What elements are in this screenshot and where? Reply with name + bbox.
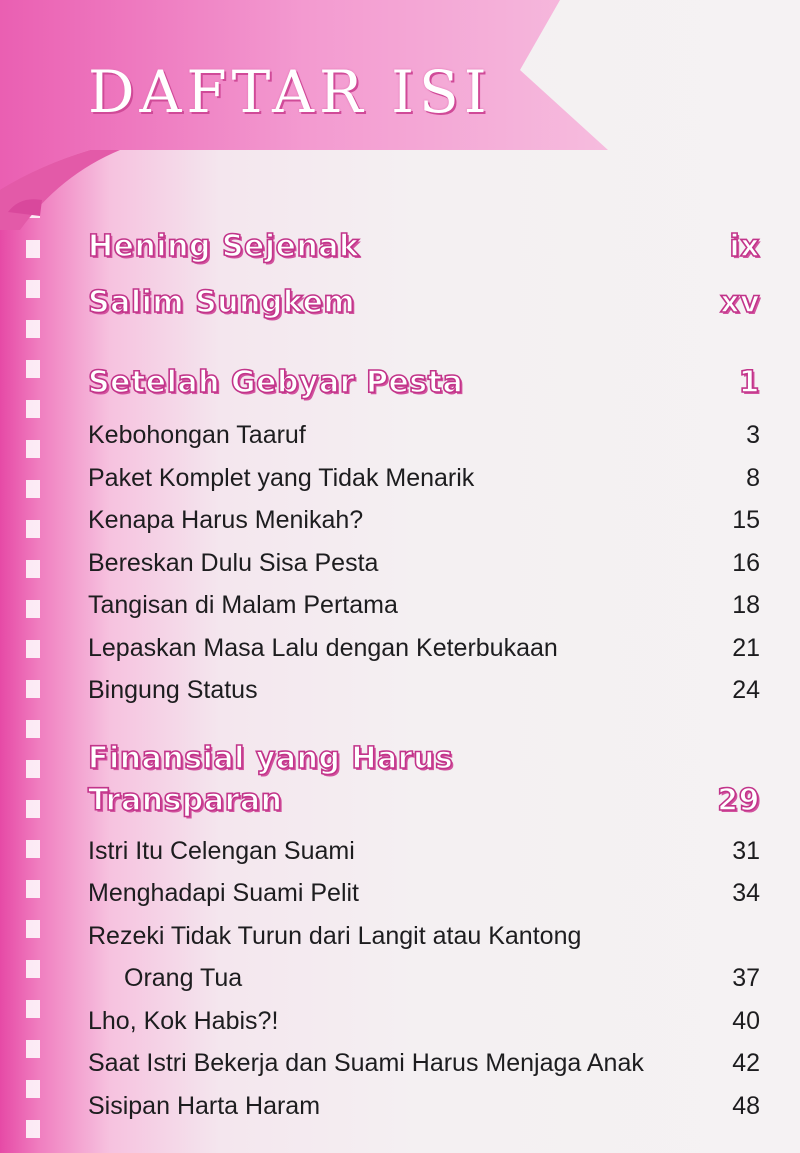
entry-title: Lepaskan Masa Lalu dengan Keterbukaan xyxy=(88,633,558,662)
entry-page: 3 xyxy=(746,421,760,449)
chapter-title: Salim Sungkem xyxy=(88,285,356,320)
chapter-entry xyxy=(88,229,760,285)
entry-title: Paket Komplet yang Tidak Menarik xyxy=(88,463,475,492)
entry-title: Bingung Status xyxy=(88,676,258,704)
entry-page: 31 xyxy=(732,836,760,865)
entry-page: 34 xyxy=(732,879,760,907)
chapter-entry xyxy=(88,285,760,347)
page-title: DAFTAR ISI xyxy=(88,58,492,126)
entry-page: 42 xyxy=(732,1049,760,1077)
entry-title: Menghadapi Suami Pelit xyxy=(88,879,359,907)
toc-entry xyxy=(88,591,760,634)
toc-entry xyxy=(88,837,760,880)
entry-page: 48 xyxy=(732,1091,760,1120)
toc-entry xyxy=(88,879,760,922)
entry-title: Sisipan Harta Haram xyxy=(88,1091,321,1120)
chapter-page: ix xyxy=(729,229,760,264)
entry-page: 15 xyxy=(732,506,760,534)
toc-entry xyxy=(88,1007,760,1050)
toc-entry xyxy=(88,676,760,719)
entry-title-line2: Orang Tua xyxy=(124,963,243,992)
entry-page: 37 xyxy=(732,963,760,992)
entry-page: 40 xyxy=(732,1006,760,1035)
entry-page: 16 xyxy=(732,548,760,577)
chapter-page: xv xyxy=(720,285,760,320)
table-of-contents xyxy=(88,225,760,1134)
toc-entry xyxy=(88,464,760,507)
entry-title: Lho, Kok Habis?! xyxy=(88,1006,279,1035)
entry-title-line1: Rezeki Tidak Turun dari Langit atau Kantong xyxy=(88,921,582,950)
chapter-title-line1: Finansial yang Harus xyxy=(88,740,454,776)
toc-entry xyxy=(88,549,760,592)
spacer xyxy=(88,347,760,365)
entry-page: 24 xyxy=(732,676,760,704)
entry-title: Kebohongan Taaruf xyxy=(88,421,306,449)
page-edge-decoration xyxy=(26,200,40,1153)
toc-entry xyxy=(88,922,760,1007)
chapter-title: Setelah Gebyar Pesta xyxy=(88,365,464,400)
chapter-entry xyxy=(88,365,760,421)
chapter-entry xyxy=(88,741,760,837)
entry-title: Saat Istri Bekerja dan Suami Harus Menjaga Anak xyxy=(88,1049,644,1077)
entry-page: 21 xyxy=(732,633,760,662)
chapter-title: Hening Sejenak xyxy=(88,229,360,264)
chapter-page: 29 xyxy=(717,782,760,818)
chapter-page: 1 xyxy=(738,365,760,400)
entry-title: Bereskan Dulu Sisa Pesta xyxy=(88,548,379,577)
toc-entry xyxy=(88,421,760,464)
chapter-title-line2: Transparan xyxy=(88,782,283,818)
toc-entry xyxy=(88,1092,760,1135)
spacer xyxy=(88,719,760,737)
toc-entry xyxy=(88,634,760,677)
entry-title: Kenapa Harus Menikah? xyxy=(88,506,364,534)
entry-title: Tangisan di Malam Pertama xyxy=(88,591,398,619)
toc-entry xyxy=(88,506,760,549)
entry-title: Istri Itu Celengan Suami xyxy=(88,836,355,865)
entry-page: 8 xyxy=(746,463,760,492)
entry-page: 18 xyxy=(732,591,760,619)
toc-entry xyxy=(88,1049,760,1092)
